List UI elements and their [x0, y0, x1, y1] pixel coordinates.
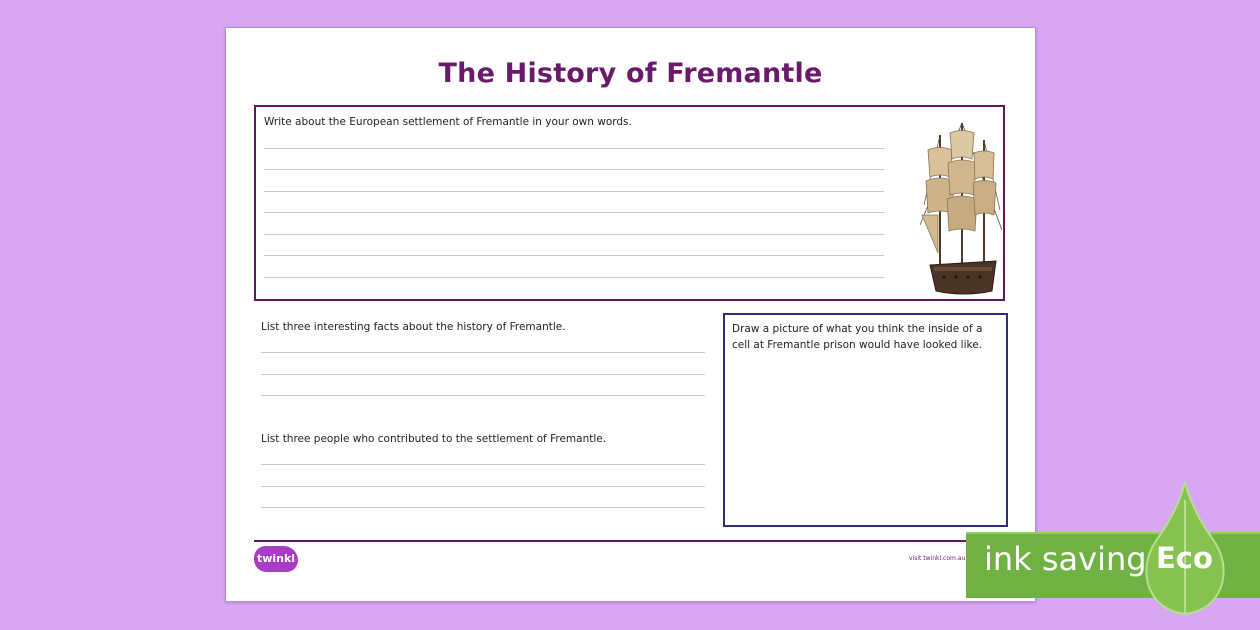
writing-line [264, 191, 884, 192]
writing-line [261, 395, 705, 396]
writing-line [261, 507, 705, 508]
footer-divider [254, 540, 1007, 542]
section3-prompt: List three people who contributed to the settlement of Fremantle. [261, 433, 607, 445]
section2-prompt: List three interesting facts about the history of Fremantle. [261, 321, 566, 333]
settlement-writing-box [254, 105, 1005, 301]
page-title: The History of Fremantle [438, 58, 823, 89]
writing-line [261, 464, 705, 465]
ink-saving-label: ink saving [984, 540, 1147, 578]
worksheet-page [225, 27, 1036, 602]
writing-line [261, 486, 705, 487]
writing-line [261, 352, 705, 353]
drawing-box [723, 313, 1008, 527]
writing-line [264, 277, 884, 278]
twinkl-logo: twinkl [254, 546, 298, 572]
footer-url: visit twinkl.com.au [909, 555, 966, 562]
writing-line [264, 148, 884, 149]
writing-line [264, 169, 884, 170]
ship-illustration [920, 115, 1002, 295]
writing-line [264, 212, 884, 213]
eco-label: Eco [1156, 541, 1213, 575]
writing-line [261, 374, 705, 375]
section4-prompt: Draw a picture of what you think the inside of a cell at Fremantle prison would have looked like. [732, 323, 983, 351]
section1-prompt: Write about the European settlement of Fremantle in your own words. [264, 116, 632, 128]
writing-line [264, 234, 884, 235]
writing-line [264, 255, 884, 256]
